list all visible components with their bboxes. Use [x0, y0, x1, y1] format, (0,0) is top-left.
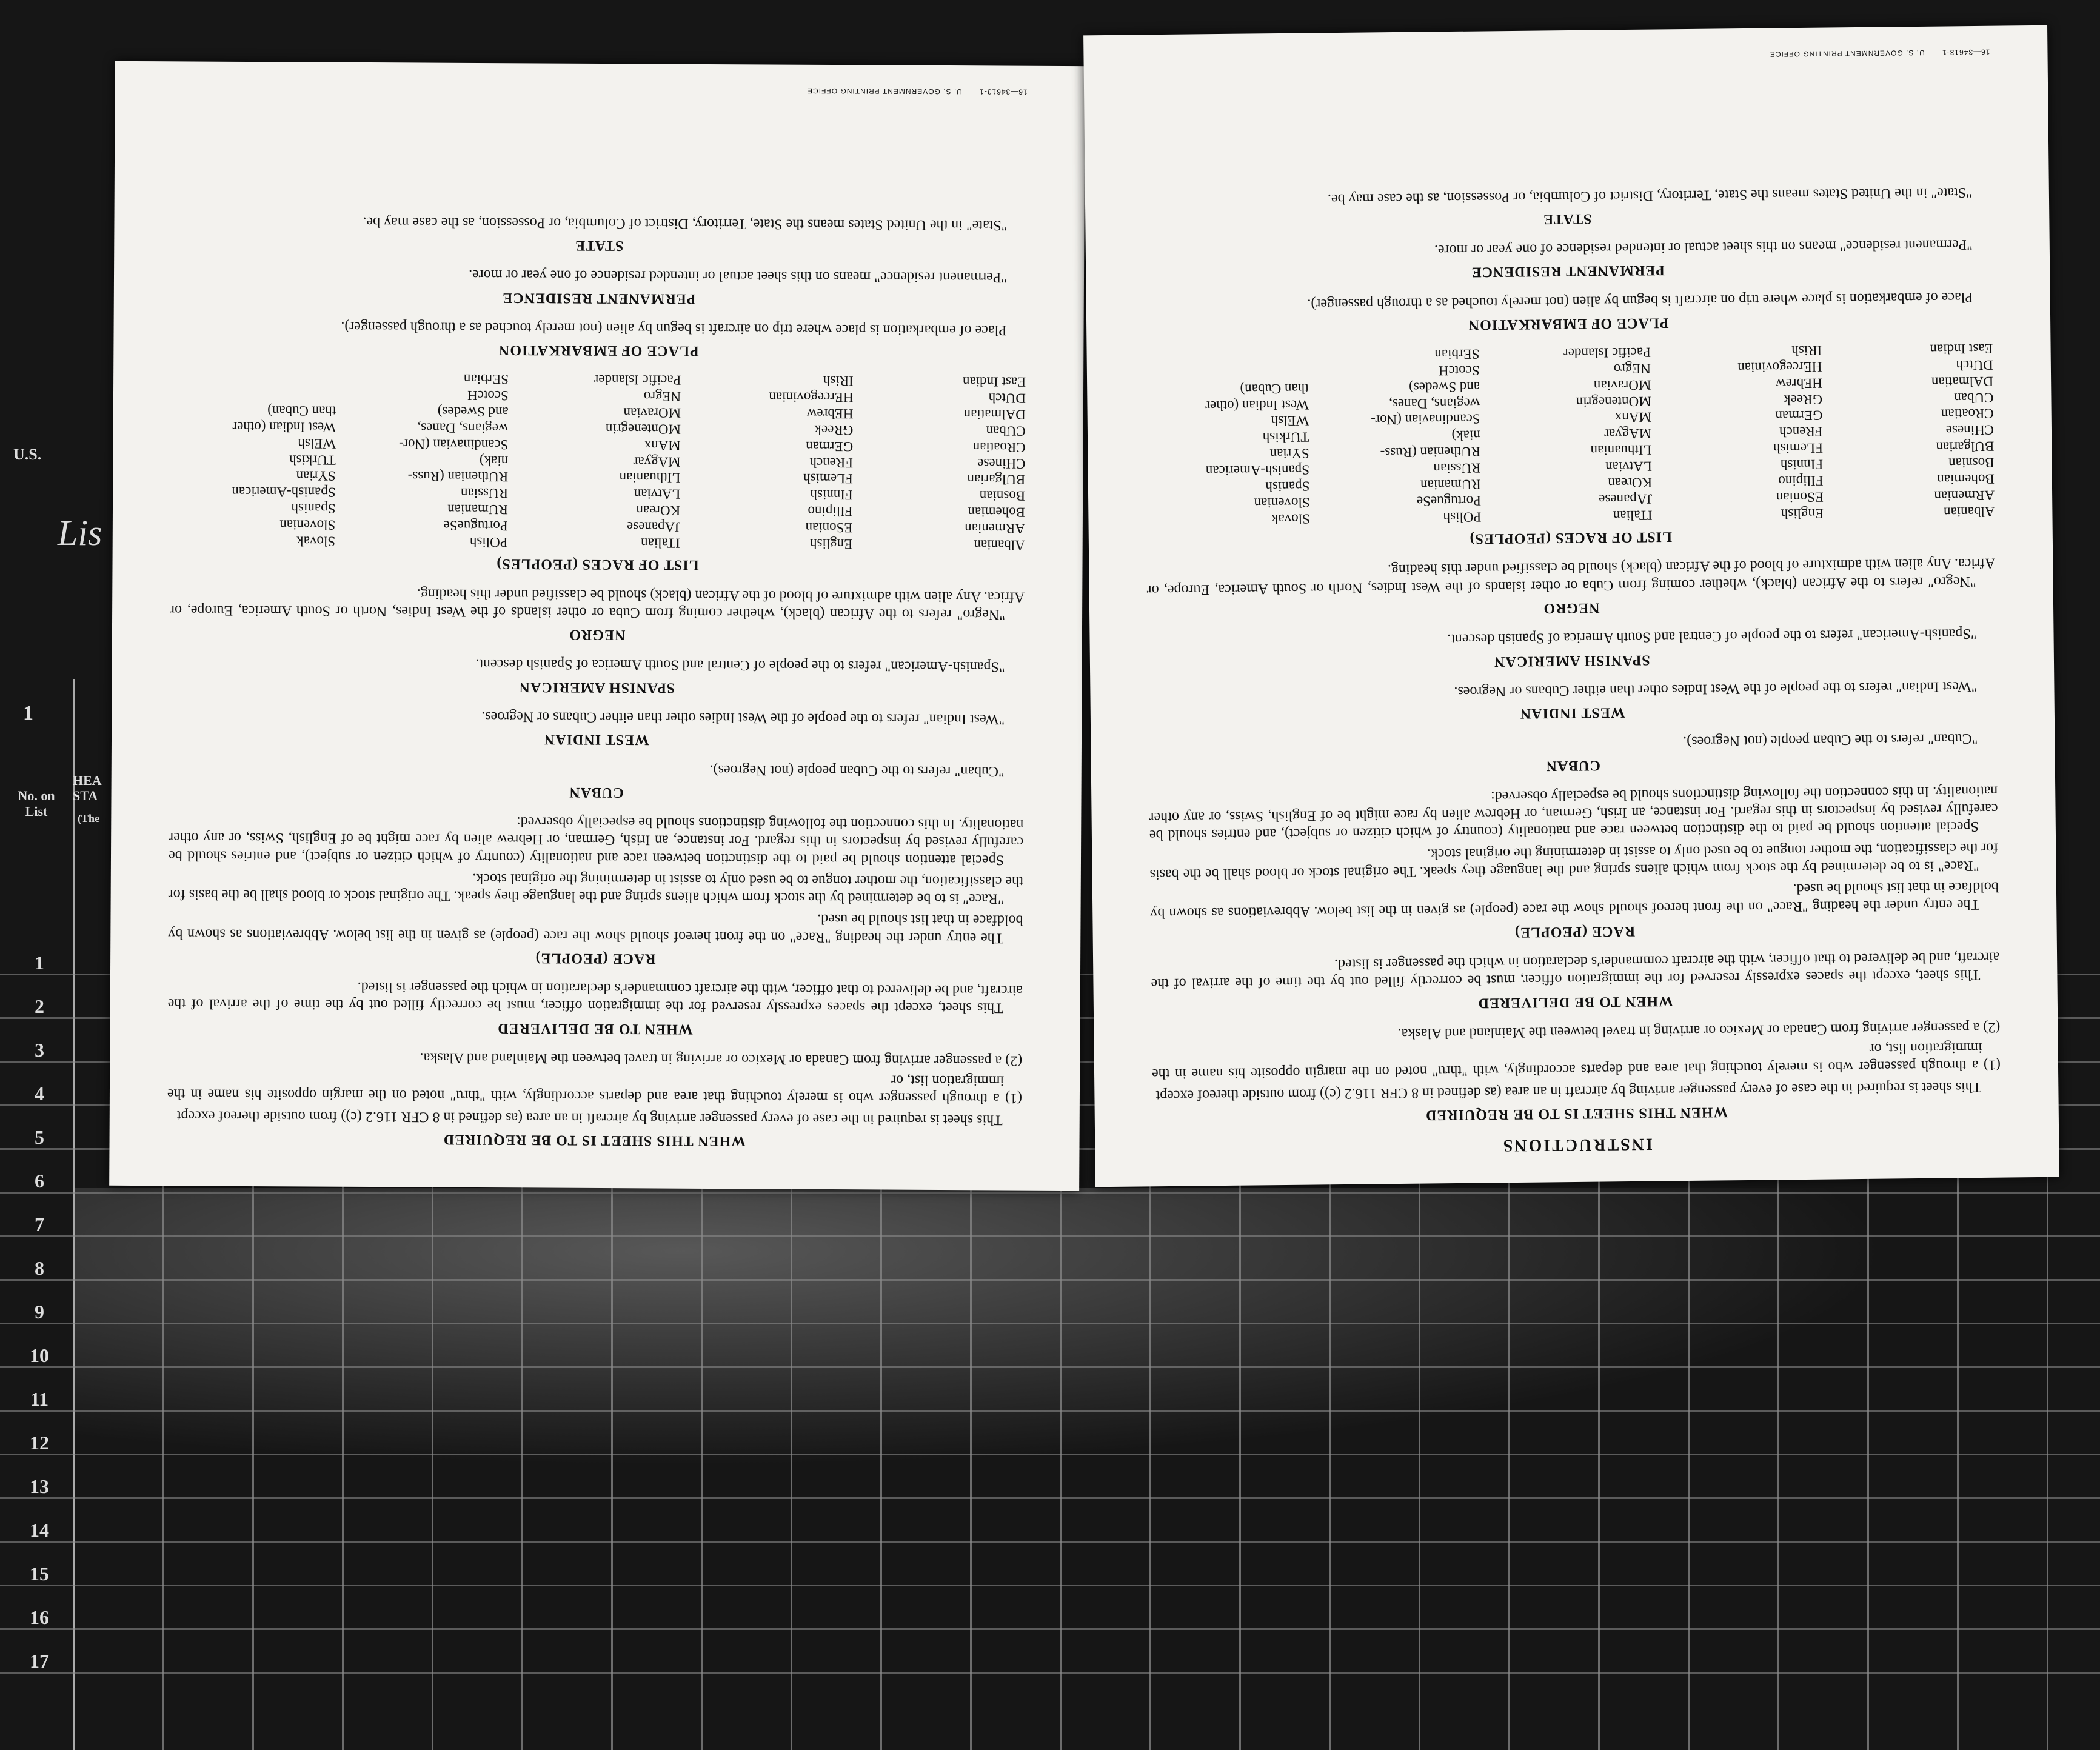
ledger-row-number: 12	[30, 1432, 49, 1454]
form-number: 16—34613-1	[1942, 47, 1990, 57]
ledger-row-number: 16	[30, 1606, 49, 1628]
permanent-residence-text: "Permanent residence" means on this sheet actual or intended residence of one year or more.	[469, 267, 1008, 286]
race-entry: MAnx	[644, 438, 681, 453]
ledger-header-fragment: U.S.	[13, 446, 42, 463]
race-entry: wegians, Danes,	[1389, 395, 1480, 412]
ledger-column-number: 1	[23, 702, 33, 724]
race-entry: ScotcH	[467, 387, 509, 404]
when-required-heading: WHEN THIS SHEET IS TO BE REQUIRED	[443, 1131, 746, 1149]
race-entry: English	[1781, 506, 1824, 522]
permanent-residence-text: "Permanent residence" means on this sheet actual or intended residence of one year or more.	[1434, 236, 1973, 258]
race-entry: Bosnian	[979, 488, 1026, 504]
race-entry: FIlipino	[808, 504, 853, 519]
race-paragraph: "Race" is to be determined by the stock from which aliens spring and the language they speak. The original stock or blood shall be the basis for the classification, the mother tongue to be used only to assist in determining the original stock.	[1149, 840, 1999, 883]
race-entry: NEgro	[643, 389, 681, 404]
race-entry: CUban	[1954, 390, 1994, 406]
permanent-residence-heading: PERMANENT RESIDENCE	[1471, 262, 1665, 281]
ledger-row-line	[0, 1323, 2100, 1324]
race-entry: POlish	[469, 534, 508, 550]
race-entry: LAtvian	[634, 486, 681, 503]
race-entry: GReek	[814, 422, 854, 438]
races-column	[687, 372, 854, 552]
race-entry: DAlmatian	[1931, 373, 1994, 390]
race-entry: POlish	[1443, 509, 1482, 526]
race-entry: RUthenian (Russ-	[1380, 444, 1481, 461]
exception-item-2: (2) a passenger arriving from Canada or Mexico or arriving in travel between the Mainland and Alaska.	[420, 1049, 1023, 1069]
race-entry: East Indian	[1930, 341, 1993, 357]
race-entry: HEbrew	[1776, 375, 1822, 392]
spanish-american-heading: SPANISH AMERICAN	[1494, 652, 1650, 669]
race-entry: Pacific Islander	[594, 372, 681, 388]
race-entry: Spanish	[1265, 478, 1310, 495]
race-entry: MOntenegrin	[605, 421, 681, 437]
races-column	[1316, 346, 1481, 527]
negro-heading: NEGRO	[1543, 599, 1600, 616]
race-entry: niak)	[1451, 427, 1480, 444]
races-column	[343, 370, 509, 550]
race-entry: Slovak	[296, 533, 336, 549]
race-entry: SErbian	[1434, 346, 1480, 362]
negro-text: "Negro" refers to the African (black), whether coming from Cuba or other islands of the West Indies, North or South America, Europe, or Africa. Any alien with admixture of blood of the African (black) should be classified under this heading.	[170, 586, 1025, 623]
race-entry: niak)	[479, 453, 509, 469]
race-entry: DUtch	[1956, 357, 1994, 373]
race-entry: SYrian	[1269, 446, 1309, 462]
race-entry: FIlipino	[1778, 473, 1824, 489]
race-entry: GReek	[1784, 392, 1823, 407]
race-entry: ITalian	[1613, 507, 1653, 524]
cuban-text: "Cuban" refers to the Cuban people (not Negroes).	[1683, 730, 1978, 750]
ledger-row-line	[0, 1366, 2100, 1368]
race-entry: FLemish	[803, 471, 853, 487]
when-required-intro: This sheet is required in the case of every passenger arriving by aircraft in an area (as defined in 8 CFR 116.2 (c)) from outside thereof except	[176, 1107, 1003, 1128]
west-indian-heading: WEST INDIAN	[543, 731, 650, 748]
race-entry: FInnish	[810, 487, 853, 503]
race-entry: RUmanian	[1420, 476, 1481, 493]
race-entry: RUssian	[1433, 460, 1481, 476]
race-entry: CHinese	[977, 455, 1026, 472]
race-entry: CHinese	[1945, 422, 1995, 438]
race-entry: ARmenian	[1934, 487, 1995, 504]
race-entry: JApanese	[1599, 491, 1653, 507]
race-entry: wegians, Danes,	[417, 420, 509, 436]
when-delivered-text: This sheet, except the spaces expressly reserved for the immigration officer, must be correctly filled out by the time of the arrival of the aircraft, and be delivered to that officer, with the aircraft commander's declaration in which the passenger is listed.	[167, 979, 1023, 1016]
state-heading: STATE	[1543, 210, 1592, 227]
race-entry: MAgyar	[1604, 426, 1652, 442]
cuban-heading: CUBAN	[1545, 757, 1601, 774]
race-entry: DUtch	[988, 390, 1026, 406]
races-list-heading: LIST OF RACES (PEOPLES)	[496, 556, 699, 573]
race-entry: than Cuban)	[267, 402, 336, 419]
race-entry: NEgro	[1613, 361, 1651, 377]
ledger-row-number: 7	[35, 1214, 44, 1235]
west-indian-text: "West Indian" refers to the people of the West Indies other than either Cubans or Negroes.	[1454, 678, 1978, 700]
embarkation-heading: PLACE OF EMBARKATION	[498, 342, 699, 359]
exception-item-1: (1) a through passenger who is merely touching that area and departs accordingly, with "thru" noted on the margin opposite his name in the immigration list, or	[1151, 1039, 2001, 1082]
race-entry: Bohemian	[968, 504, 1026, 520]
race-entry: and Swedes)	[1408, 379, 1480, 395]
instruction-sheet-right	[1083, 25, 2059, 1187]
ledger-row-line	[0, 1497, 2100, 1499]
race-entry: and Swedes)	[437, 404, 509, 420]
ledger-row-line	[0, 1672, 2100, 1674]
races-column	[1486, 344, 1652, 525]
ledger-row-number: 3	[35, 1039, 44, 1061]
race-entry: TUrkish	[289, 452, 336, 468]
race-entry: CRoatian	[1941, 406, 1994, 422]
negro-text: "Negro" refers to the African (black), whether coming from Cuba or other islands of the West Indies, North or South America, Europe, or Africa. Any alien with admixture of blood of the African (black) should be classified under this heading.	[1146, 555, 1996, 598]
printer-footer	[173, 83, 1028, 96]
ledger-header-fragment: STA	[73, 788, 98, 803]
printer-name: U. S. GOVERNMENT PRINTING OFFICE	[807, 86, 962, 96]
race-paragraph: "Race" is to be determined by the stock from which aliens spring and the language they speak. The original stock or blood shall be the basis for the classification, the mother tongue to be used only to assist in determining the original stock.	[168, 870, 1023, 907]
races-list	[170, 369, 1026, 552]
race-entry: PortugueSe	[443, 518, 508, 534]
race-entry: MOravian	[623, 405, 681, 421]
race-entry: HErcegovinian	[1737, 359, 1822, 375]
race-entry: LIthuanian	[1590, 442, 1652, 458]
printer-footer	[1141, 48, 1990, 65]
ledger-row-number: 10	[30, 1344, 49, 1366]
race-entry: FInnish	[1780, 456, 1824, 473]
race-entry: GErman	[1775, 408, 1823, 424]
races-column	[1658, 342, 1824, 523]
race-paragraph: Special attention should be paid to the distinction between race and nationality (country of which citizen or subject), and entries should be carefully revised by inspectors in this regard. For instance, an Irish, German, or Hebrew alien by race might be of English, Swiss, or any other nationality. In this connection the following distinctions should be especially observed:	[1149, 783, 1998, 843]
ledger-row-number: 1	[35, 952, 44, 974]
ledger-row-number: 15	[30, 1563, 49, 1585]
race-entry: ESonian	[1776, 489, 1824, 506]
ledger-row-number: 4	[35, 1083, 44, 1104]
races-column	[1145, 347, 1310, 528]
race-entry: Slovenian	[1254, 495, 1310, 511]
race-entry: TUrkish	[1262, 429, 1309, 446]
printer-name: U. S. GOVERNMENT PRINTING OFFICE	[1769, 48, 1925, 59]
race-entry: English	[809, 536, 853, 552]
negro-heading: NEGRO	[569, 626, 626, 643]
race-entry: East Indian	[962, 374, 1026, 390]
race-entry: FRench	[1779, 424, 1823, 440]
race-entry: Scandinavian (Nor-	[1371, 412, 1480, 428]
embarkation-text: Place of embarkation is place where trip on aircraft is begun by alien (not merely touched as a through passenger).	[341, 318, 1007, 338]
instructions-title: INSTRUCTIONS	[1501, 1134, 1653, 1155]
race-entry: ESonian	[805, 519, 853, 536]
race-entry: MOntenegrin	[1576, 393, 1651, 410]
race-entry: RUthenian (Russ-	[407, 469, 509, 485]
ledger-row-line	[0, 1585, 2100, 1586]
race-heading: RACE (PEOPLE)	[535, 950, 656, 967]
ledger-row-number: 13	[30, 1475, 49, 1497]
race-entry: DAlmatian	[963, 407, 1026, 422]
race-entry: Scandinavian (Nor-	[399, 436, 509, 452]
races-list	[1145, 340, 1995, 529]
race-entry: PortugueSe	[1416, 493, 1482, 509]
when-delivered-text: This sheet, except the spaces expressly reserved for the immigration officer, must be correctly filled out by the time of the arrival of the aircraft, and be delivered to that officer, with the aircraft commander's declaration in which the passenger is listed.	[1151, 949, 2000, 992]
races-column	[1829, 340, 1995, 521]
ledger-row-line	[0, 1279, 2100, 1281]
race-entry: LIthuanian	[619, 470, 681, 486]
ledger-row-line	[0, 1235, 2100, 1237]
race-entry: FLemish	[1773, 440, 1824, 456]
ledger-row-number: 17	[30, 1650, 49, 1672]
race-entry: Spanish-American	[1205, 462, 1310, 479]
when-required-heading: WHEN THIS SHEET IS TO BE REQUIRED	[1425, 1104, 1728, 1123]
ledger-row-number: 6	[35, 1170, 44, 1192]
race-entry: than Cuban)	[1240, 381, 1309, 397]
race-entry: IRish	[823, 373, 854, 389]
races-column	[515, 370, 681, 550]
race-heading: RACE (PEOPLE)	[1514, 923, 1636, 940]
race-entry: West Indian (other	[1205, 397, 1309, 413]
race-paragraph: The entry under the heading "Race" on the front hereof should show the race (people) as given in the list below. Abbreviations as shown by boldface in that list should be used.	[1150, 878, 1999, 921]
permanent-residence-heading: PERMANENT RESIDENCE	[502, 289, 696, 307]
race-entry: ARmenian	[965, 521, 1025, 536]
ledger-title-fragment: Lis	[58, 513, 102, 553]
race-entry: Bohemian	[1937, 471, 1995, 487]
race-entry: MOravian	[1593, 377, 1651, 393]
race-entry: Spanish-American	[232, 484, 336, 501]
ledger-row-line	[0, 1541, 2100, 1543]
race-entry: BUlgarian	[967, 472, 1026, 488]
race-entry: SErbian	[463, 371, 509, 387]
instruction-sheet-left	[109, 61, 1085, 1191]
exception-item-2: (2) a passenger arriving from Canada or Mexico or arriving in travel between the Mainland and Alaska.	[1397, 1019, 2001, 1041]
race-entry: MAnx	[1614, 410, 1652, 426]
race-entry: FRench	[809, 455, 854, 470]
embarkation-heading: PLACE OF EMBARKATION	[1468, 315, 1669, 333]
race-entry: RUssian	[460, 486, 509, 501]
west-indian-text: "West Indian" refers to the people of the West Indies other than either Cubans or Negroes.	[481, 708, 1005, 727]
cuban-text: "Cuban" refers to the Cuban people (not Negroes).	[709, 762, 1005, 780]
ledger-row-line	[0, 1454, 2100, 1455]
when-required-intro: This sheet is required in the case of every passenger arriving by aircraft in an area (as defined in 8 CFR 116.2 (c)) from outside thereof except	[1155, 1078, 1982, 1103]
race-paragraph: The entry under the heading "Race" on the front hereof should show the race (people) as given in the list below. Abbreviations as shown by boldface in that list should be used.	[168, 911, 1023, 946]
race-entry: CRoatian	[972, 439, 1026, 455]
ledger-no-on-list-header: No. on List	[18, 788, 55, 819]
spanish-american-text: "Spanish-American" refers to the people of Central and South America of Spanish descent.	[475, 656, 1005, 675]
ledger-row-number: 14	[30, 1519, 49, 1541]
ledger-header-fragment: HEA	[73, 773, 102, 788]
races-list-heading: LIST OF RACES (PEOPLES)	[1469, 529, 1673, 547]
when-delivered-heading: WHEN TO BE DELIVERED	[1477, 992, 1674, 1011]
races-column	[860, 372, 1026, 552]
ledger-row-number: 8	[35, 1257, 44, 1279]
race-entry: HEbrew	[806, 406, 854, 422]
cuban-heading: CUBAN	[569, 784, 624, 800]
when-delivered-heading: WHEN TO BE DELIVERED	[497, 1020, 693, 1037]
race-entry: HErcegovinian	[769, 389, 854, 406]
race-entry: WElsh	[1271, 413, 1309, 429]
form-number: 16—34613-1	[979, 87, 1028, 96]
race-entry: SYrian	[296, 468, 336, 484]
ledger-header-fragment: (The	[78, 812, 99, 824]
race-entry: ScotcH	[1438, 362, 1480, 379]
state-text: "State" in the United States means the State, Territory, District of Columbia, or Possession, as the case may be.	[363, 213, 1008, 233]
instructions-content	[167, 208, 1026, 1163]
race-entry: CUban	[986, 423, 1026, 439]
exception-item-1: (1) a through passenger who is merely touching that area and departs accordingly, with "thru" noted on the margin opposite his name in the immigration list, or	[167, 1072, 1022, 1107]
ledger-row-line	[0, 1410, 2100, 1412]
ledger-row-number: 11	[30, 1388, 49, 1410]
race-entry: Spanish	[291, 501, 336, 517]
race-entry: IRish	[1791, 342, 1822, 359]
race-entry: West Indian (other	[232, 419, 336, 435]
race-entry: RUmanian	[447, 501, 508, 518]
race-entry: Albanian	[974, 537, 1025, 553]
instructions-content	[1143, 179, 2002, 1159]
race-entry: LAtvian	[1605, 458, 1652, 475]
west-indian-heading: WEST INDIAN	[1519, 704, 1625, 721]
race-entry: Bosnian	[1948, 455, 1995, 471]
ledger-row-number: 5	[35, 1126, 44, 1148]
race-entry: MAgyar	[633, 453, 681, 470]
races-column	[170, 369, 336, 549]
race-paragraph: Special attention should be paid to the distinction between race and nationality (country of which citizen or subject), and entries should be carefully revised by inspectors in this regard. For instance, an Irish, German, or Hebrew alien by race might be of English, Swiss, or any other nationality. In this connection the following distinctions should be especially observed:	[168, 813, 1024, 868]
state-heading: STATE	[575, 237, 624, 254]
state-text: "State" in the United States means the State, Territory, District of Columbia, or Possession, as the case may be.	[1327, 184, 1973, 207]
ledger-row-number: 2	[35, 995, 44, 1017]
race-entry: WElsh	[298, 436, 336, 452]
race-entry: Slovenian	[279, 517, 336, 533]
spanish-american-heading: SPANISH AMERICAN	[518, 679, 675, 696]
race-entry: Pacific Islander	[1563, 344, 1651, 361]
spanish-american-text: "Spanish-American" refers to the people of Central and South America of Spanish descent.	[1447, 626, 1977, 647]
race-entry: ITalian	[641, 535, 680, 551]
embarkation-text: Place of embarkation is place where trip on aircraft is begun by alien (not merely touched as a through passenger).	[1307, 289, 1973, 312]
race-entry: KOrean	[1608, 475, 1653, 491]
race-entry: Albanian	[1943, 504, 1995, 520]
race-entry: Slovak	[1271, 511, 1311, 527]
race-entry: JApanese	[626, 519, 681, 535]
ledger-row-line	[0, 1628, 2100, 1630]
ledger-row-line	[0, 1192, 2100, 1194]
race-entry: KOrean	[636, 503, 681, 518]
ledger-row-number: 9	[35, 1301, 44, 1323]
race-entry: GErman	[806, 438, 854, 454]
race-entry: BUlgarian	[1936, 438, 1995, 455]
